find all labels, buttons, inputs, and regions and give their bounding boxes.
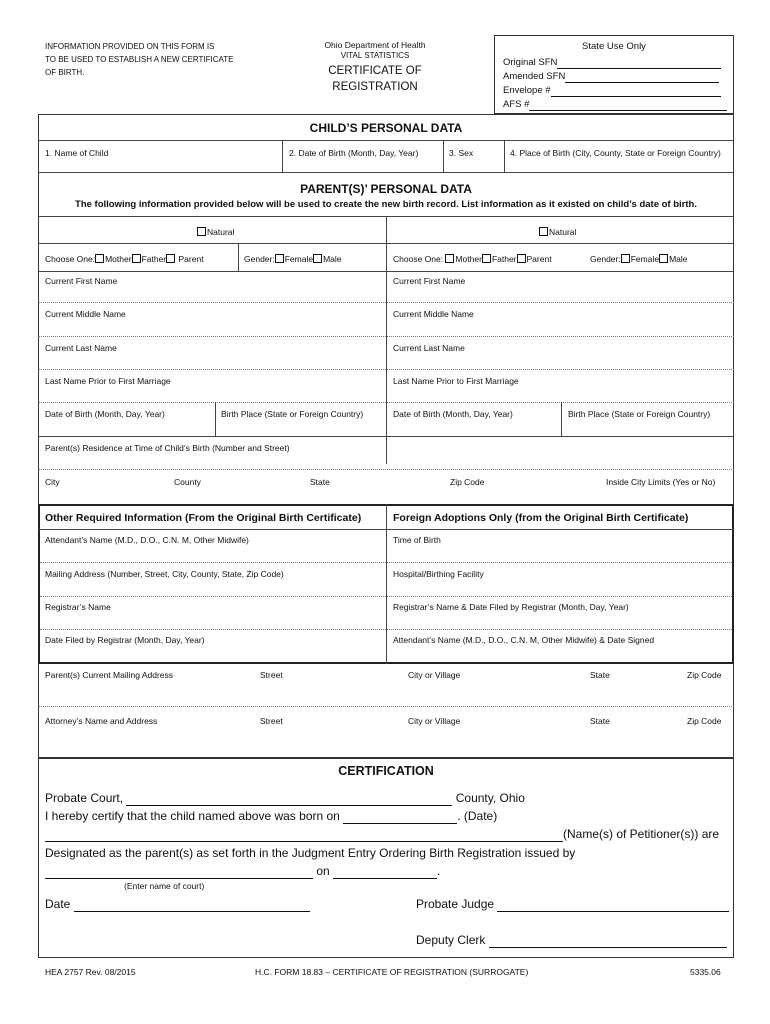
county-field[interactable]: County [174,477,201,487]
certification-title: CERTIFICATION [338,764,434,778]
hospital-field[interactable]: Hospital/Birthing Facility [393,569,484,579]
attendant-signed-field[interactable]: Attendant’s Name (M.D., D.O., C.N. M, Other Midwife) & Date Signed [393,635,655,645]
inside-city-field[interactable]: Inside City Limits (Yes or No) [606,477,716,487]
mother-checkbox-left[interactable] [95,254,104,263]
parent-checkbox-left[interactable] [166,254,175,263]
court-date-field[interactable] [333,866,437,879]
designated-line: Designated as the parent(s) as set forth in the Judgment Entry Ordering Birth Registration issued by [45,846,576,860]
choose-one-right: Choose One: Mother Father Parent [393,254,552,264]
father-checkbox-right[interactable] [482,254,491,263]
attorney-street-label: Street [260,716,283,726]
parents-section-title: PARENT(S)’ PERSONAL DATA [300,182,472,196]
parent-checkbox-right[interactable] [517,254,526,263]
residence-field[interactable]: Parent(s) Residence at Time of Child’s Birth (Number and Street) [45,443,290,453]
certify-line: I hereby certify that the child named above was born on . (Date) [45,809,498,823]
parent-dob-left[interactable]: Date of Birth (Month, Day, Year) [45,409,165,419]
petitioner-line: (Name(s) of Petitioner(s)) are [45,826,719,842]
attorney-city-label: City or Village [408,716,461,726]
court-name-field[interactable] [45,866,313,879]
registrar-date-field[interactable]: Registrar’s Name & Date Filed by Registrar (Month, Day, Year) [393,602,629,612]
current-last-name-left[interactable]: Current Last Name [45,343,117,353]
footer-form-title: H.C. FORM 18.83 – CERTIFICATE OF REGISTRATION (SURROGATE) [255,967,529,977]
department-header: Ohio Department of Health VITAL STATISTICS CERTIFICATE OF REGISTRATION [290,40,460,95]
mother-checkbox-right[interactable] [445,254,454,263]
current-middle-name-right[interactable]: Current Middle Name [393,309,474,319]
time-of-birth-field[interactable]: Time of Birth [393,535,441,545]
state-use-box: State Use Only Original SFN Amended SFN Envelope # AFS # [494,35,734,114]
footer-form-number: HEA 2757 Rev. 08/2015 [45,967,136,977]
mailing-state-label: State [590,670,610,680]
deputy-clerk-line: Deputy Clerk [416,932,727,948]
amended-sfn-field[interactable] [565,70,719,83]
current-first-name-left[interactable]: Current First Name [45,276,118,286]
attorney-field[interactable]: Attorney’s Name and Address [45,716,158,726]
court-line: on . [45,863,440,879]
deputy-clerk-field[interactable] [489,935,727,948]
page-title: CERTIFICATE OF REGISTRATION [328,65,422,93]
info-notice: INFORMATION PROVIDED ON THIS FORM IS TO BE USED TO ESTABLISH A NEW CERTIFICATE OF BIRTH. [45,42,234,77]
attorney-zip-label: Zip Code [687,716,722,726]
born-on-date-field[interactable] [343,811,457,824]
current-last-name-right[interactable]: Current Last Name [393,343,465,353]
probate-court-field[interactable] [126,793,452,806]
male-checkbox-left[interactable] [313,254,322,263]
gender-left: Gender: Female Male [244,254,342,264]
parent-dob-right[interactable]: Date of Birth (Month, Day, Year) [393,409,513,419]
certification-date-field[interactable] [74,899,310,912]
current-middle-name-left[interactable]: Current Middle Name [45,309,126,319]
registrar-name-field[interactable]: Registrar’s Name [45,602,111,612]
date-filed-field[interactable]: Date Filed by Registrar (Month, Day, Year) [45,635,205,645]
current-first-name-right[interactable]: Current First Name [393,276,466,286]
foreign-adoptions-title: Foreign Adoptions Only (from the Original Birth Certificate) [393,512,689,524]
afs-field[interactable] [529,98,727,111]
child-sex-field[interactable]: 3. Sex [449,148,474,158]
choose-one-left: Choose One: Mother Father Parent [45,254,204,264]
probate-court-line: Probate Court, County, Ohio [45,791,525,805]
mailing-street-label: Street [260,670,283,680]
female-checkbox-right[interactable] [621,254,630,263]
zip-field[interactable]: Zip Code [450,477,485,487]
enter-court-hint: (Enter name of court) [124,881,205,891]
city-field[interactable]: City [45,477,60,487]
natural-checkbox-left[interactable]: Natural [197,227,234,238]
probate-judge-field[interactable] [497,899,729,912]
other-info-title: Other Required Information (From the Original Birth Certificate) [45,512,362,524]
last-name-prior-left[interactable]: Last Name Prior to First Marriage [45,376,171,386]
probate-judge-line: Probate Judge [416,896,729,912]
natural-checkbox-right[interactable]: Natural [539,227,576,238]
mailing-address-field[interactable]: Mailing Address (Number, Street, City, County, State, Zip Code) [45,569,284,579]
female-checkbox-left[interactable] [275,254,284,263]
parents-mailing-field[interactable]: Parent(s) Current Mailing Address [45,670,174,680]
state-field[interactable]: State [310,477,330,487]
last-name-prior-right[interactable]: Last Name Prior to First Marriage [393,376,519,386]
child-dob-field[interactable]: 2. Date of Birth (Month, Day, Year) [289,148,419,158]
father-checkbox-left[interactable] [132,254,141,263]
envelope-field[interactable] [551,84,721,97]
child-section-title: CHILD’S PERSONAL DATA [309,121,463,135]
attendant-name-field[interactable]: Attendant’s Name (M.D., D.O., C.N. M, Other Midwife) [45,535,249,545]
male-checkbox-right[interactable] [659,254,668,263]
child-name-field[interactable]: 1. Name of Child [45,148,109,158]
original-sfn-field[interactable] [557,56,721,69]
mailing-city-label: City or Village [408,670,461,680]
birth-place-right[interactable]: Birth Place (State or Foreign Country) [568,409,711,419]
child-pob-field[interactable]: 4. Place of Birth (City, County, State or Foreign Country) [510,148,721,158]
date-line: Date [45,896,310,912]
gender-right: Gender: Female Male [590,254,688,264]
petitioner-names-field[interactable] [45,829,563,842]
birth-place-left[interactable]: Birth Place (State or Foreign Country) [221,409,364,419]
parents-subtitle: The following information provided below will be used to create the new birth record. List information as it existed on child’s date of birth. [75,199,697,210]
attorney-state-label: State [590,716,610,726]
footer-code: 5335.06 [690,967,721,977]
mailing-zip-label: Zip Code [687,670,722,680]
